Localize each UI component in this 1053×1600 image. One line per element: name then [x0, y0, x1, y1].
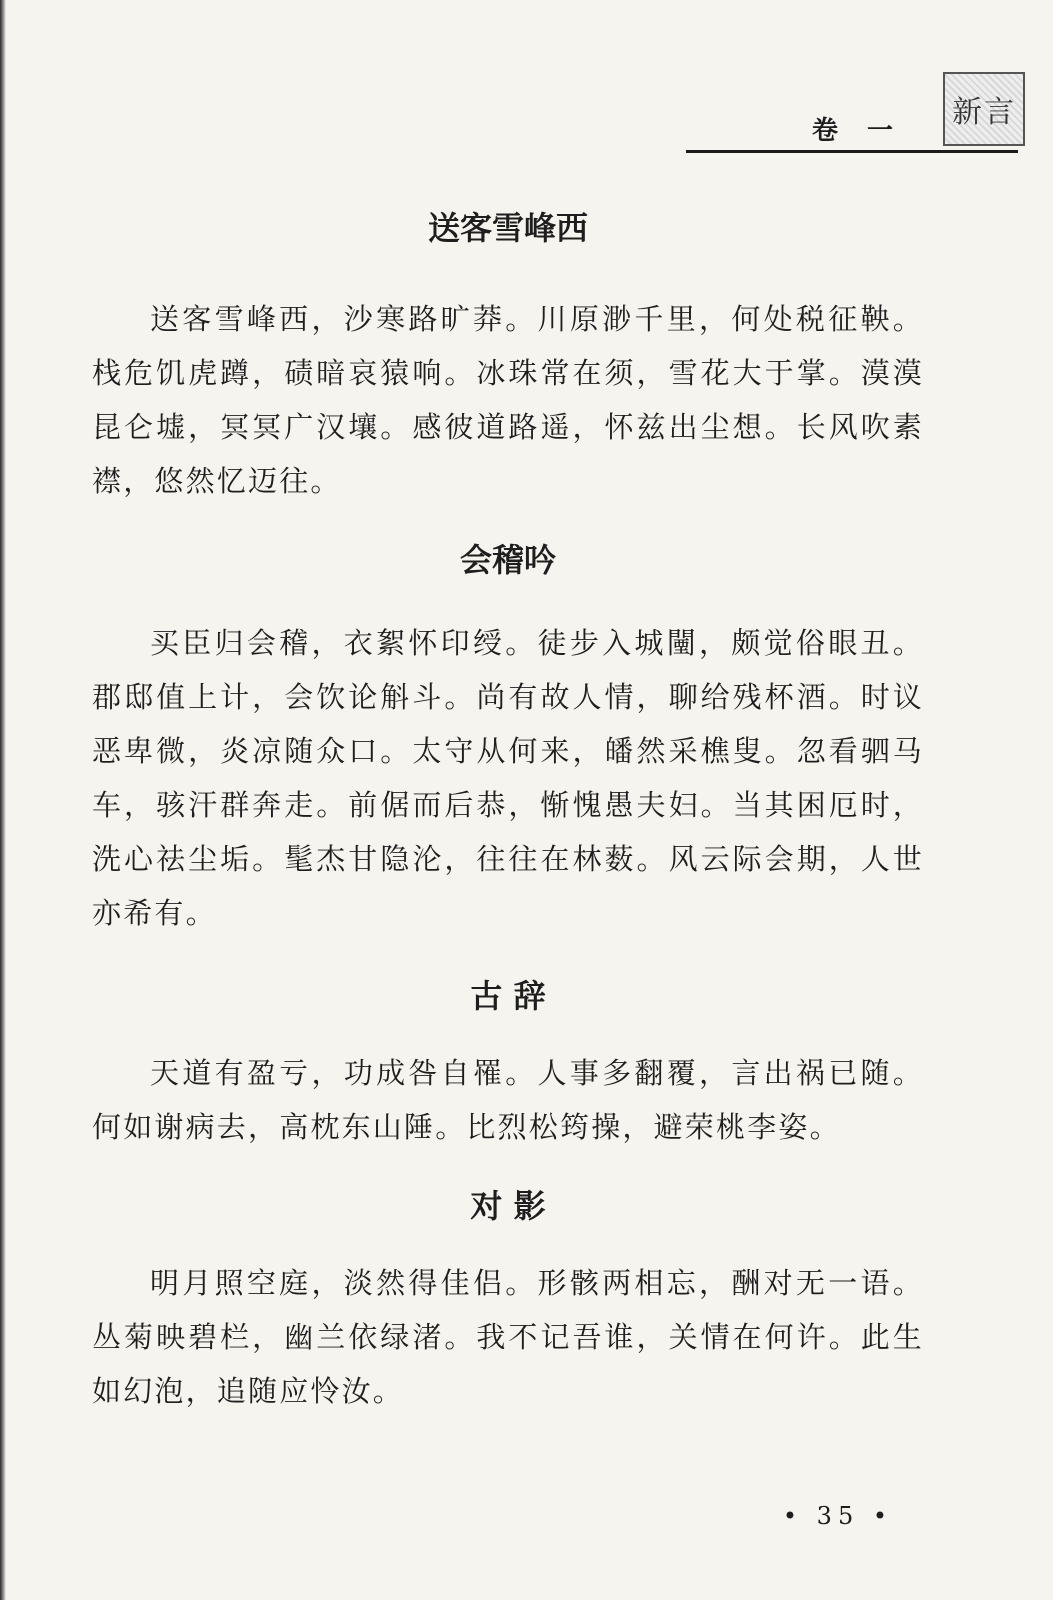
seal-stamp-text: 新言	[952, 95, 1016, 130]
poem-body: 天道有盈亏，功成咎自罹。人事多翻覆，言出祸已随。何如谢病去，高枕东山陲。比烈松筠操，避荣桃李姿。	[92, 1056, 924, 1144]
chapter-label: 卷 一	[811, 116, 903, 146]
poem-body: 送客雪峰西，沙寒路旷莽。川原渺千里，何处税征鞅。栈危饥虎蹲，碛暗哀猿响。冰珠常在须，雪花大于掌。漠漠昆仑墟，冥冥广汉壤。感彼道路遥，怀兹出尘想。长风吹素襟，悠然忆迈往。	[92, 302, 924, 498]
poem-title: 送客雪峰西	[427, 209, 588, 247]
poem-title: 会稽吟	[459, 541, 556, 579]
poem-body: 买臣归会稽，衣絮怀印绶。徒步入城闉，颇觉俗眼丑。郡邸值上计，会饮论斛斗。尚有故人情，聊给残杯酒。时议恶卑微，炎凉随众口。太守从何来，皤然采樵叟。忽看驷马车，骇汗群奔走。前倨而后恭，惭愧愚夫妇。当其困厄时，洗心祛尘垢。髦杰甘隐沦，往往在林薮。风云际会期，人世亦希有。	[92, 626, 924, 930]
poem-title: 古 辞	[470, 977, 546, 1015]
poem-body: 明月照空庭，淡然得佳侣。形骸两相忘，酬对无一语。丛菊映碧栏，幽兰依绿渚。我不记吾谁，关情在何许。此生如幻泡，追随应怜汝。	[92, 1266, 924, 1408]
header-rule	[686, 150, 1018, 153]
page-number: • 35 •	[782, 1502, 893, 1530]
page-edge-shadow	[0, 0, 6, 1600]
page-content	[92, 190, 924, 1418]
running-head	[0, 104, 1053, 160]
poem-title: 对 影	[470, 1187, 546, 1225]
